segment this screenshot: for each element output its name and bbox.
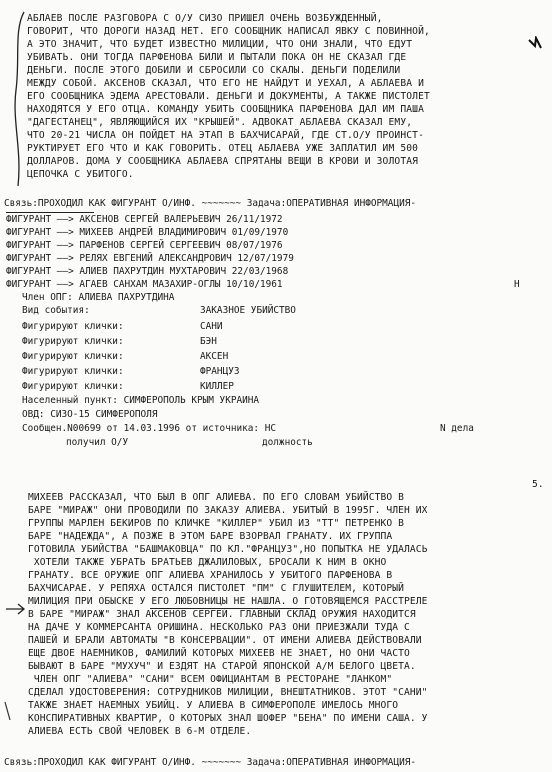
handwritten-bracket xyxy=(6,10,30,190)
figurant-row: ФИГУРАНТ ——> АЛИЕВ ПАХРУТДИН МУХТАРОВИЧ 22/03/1968 xyxy=(6,266,289,277)
locality: Населенный пункт: СИМФЕРОПОЛЬ КРЫМ УКРАИНА xyxy=(22,395,260,406)
text-line: ГОТОВИЛА УБИЙСТВА "БАШМАКОВЦА" ПО КЛ."ФРАНЦУЗ",НО ПОПЫТКА НЕ УДАЛАСЬ xyxy=(28,544,428,555)
nickname: ФРАНЦУЗ xyxy=(200,366,240,377)
message: Сообщен.N00699 от 14.03.1996 от источника: НС xyxy=(22,423,276,434)
handwritten-underline xyxy=(150,608,310,609)
text-line: ГРАНАТУ. ВСЕ ОРУЖИЕ ОПГ АЛИЕВА ХРАНИЛОСЬ У УБИТОГО ПАРФЕНОВА В xyxy=(28,570,393,581)
text-line: БЫВАЮТ В БАРЕ "МУХУЧ" И ЕЗДЯТ НА СТАРОЙ ЯПОНСКОЙ А/М БЕЛОГО ЦВЕТА. xyxy=(28,661,416,672)
text-line: ПАШЕЙ И БРАЛИ АВТОМАТЫ "В КОНСЕРВАЦИИ". ОТ ИМЕНИ АЛИЕВА ДЕЙСТВОВАЛИ xyxy=(28,635,422,646)
text-line: МИЛИЦИЯ ПРИ ОБЫСКЕ У ЕГО ЛЮБОВНИЦЫ НЕ НАШЛА. О ГОТОВЯЩЕМСЯ РАССТРЕЛЕ xyxy=(28,596,428,607)
received: получил О/У xyxy=(66,437,129,448)
case-number: N дела xyxy=(440,423,474,434)
figurant-row: ФИГУРАНТ ——> МИХЕЕВ АНДРЕЙ ВЛАДИМИРОВИЧ 01/09/1970 xyxy=(6,227,289,238)
handwritten-arrow xyxy=(4,600,28,618)
nickname: САНИ xyxy=(200,321,223,332)
figurant-row: ФИГУРАНТ ——> ПАРФЕНОВ СЕРГЕЙ СЕРГЕЕВИЧ 08/07/1976 xyxy=(6,240,283,251)
ovd: ОВД: СИЗО-15 СИМФЕРОПОЛЯ xyxy=(22,409,158,420)
nick-label: Фигурируют клички: xyxy=(22,381,124,392)
event-label: Вид события: xyxy=(22,305,90,316)
text-line: ЕГО СООБЩНИКА ЭДЕМА АРЕСТОВАЛИ. ДЕНЬГИ И ДОКУМЕНТЫ, А ТАКЖЕ ПИСТОЛЕТ xyxy=(27,91,430,102)
text-line: РУКТИРУЕТ ЕГО ЧТО И КАК ГОВОРИТЬ. ОТЕЦ АБЛАЕВА УЖЕ ЗАПЛАТИЛ ИМ 500 xyxy=(27,143,419,154)
text-line: "ДАГЕСТАНЕЦ", ЯВЛЯЮЩИЙСЯ ИХ "КРЫШЕЙ". АДВОКАТ АБЛАЕВА СКАЗАЛ ЕМУ, xyxy=(27,117,413,128)
text-line: ДЕНЬГИ. ПОСЛЕ ЭТОГО ДОБИЛИ И СБРОСИЛИ СО СКАЛЫ. ДЕНЬГИ ПОДЕЛИЛИ xyxy=(27,65,401,76)
opg-member: Член ОПГ: АЛИЕВА ПАХРУТДИНА xyxy=(22,292,175,303)
handwritten-mark xyxy=(527,36,543,50)
text-line: НА ДАЧЕ У КОММЕРСАНТА ОРИШИНА. НЕСКОЛЬКО РАЗ ОНИ ПРИЕЗЖАЛИ ТУДА С xyxy=(28,622,410,633)
text-line: ГОВОРИТ, ЧТО ДОРОГИ НАЗАД НЕТ. ЕГО СООБЩНИК НАПИСАЛ ЯВКУ С ПОВИННОЙ, xyxy=(27,26,430,37)
nickname: КИЛЛЕР xyxy=(200,381,234,392)
text-line: ЦЕПОЧКА С УБИТОГО. xyxy=(27,169,134,180)
text-line: ЧТО 20-21 ЧИСЛА ОН ПОЙДЕТ НА ЭТАП В БАХЧИСАРАЙ, ГДЕ СТ.О/У ПРОИНСТ- xyxy=(27,130,425,141)
event-value: ЗАКАЗНОЕ УБИЙСТВО xyxy=(200,305,296,316)
text-line: АЛИЕВА ЕСТЬ СВОЙ ЧЕЛОВЕК В 6-М ОТДЕЛЕ. xyxy=(28,726,252,737)
nickname: АКСЕН xyxy=(200,351,229,362)
text-line: НАХОДЯТСЯ У ЕГО ОТЦА. КОМАНДУ УБИТЬ СООБЩНИКА ПАРФЕНОВА ДАЛ ИМ ПАША xyxy=(27,104,425,115)
figurant-row: ФИГУРАНТ ——> РЕЛЯХ ЕВГЕНИЙ АЛЕКСАНДРОВИЧ 12/07/1979 xyxy=(6,253,294,264)
text-line: МИХЕЕВ РАССКАЗАЛ, ЧТО БЫЛ В ОПГ АЛИЕВА. ПО ЕГО СЛОВАМ УБИЙСТВО В xyxy=(28,492,405,503)
nick-label: Фигурируют клички: xyxy=(22,366,124,377)
position: должность xyxy=(262,437,313,448)
text-line: ДОЛЛАРОВ. ДОМА У СООБЩНИКА АБЛАЕВА СПРЯТАНЫ ВЕЩИ В КРОВИ И ЗОЛОТАЯ xyxy=(27,156,419,167)
page-number: 5. xyxy=(532,479,544,490)
record-header: Связь:ПРОХОДИЛ КАК ФИГУРАНТ О/ИНФ. ~~~~~~~ Задача:ОПЕРАТИВНАЯ ИНФОРМАЦИЯ- xyxy=(4,198,417,209)
text-line: УБИВАТЬ. ОНИ ТОГДА ПАРФЕНОВА БИЛИ И ПЫТАЛИ ПОКА ОН НЕ СКАЗАЛ ГДЕ xyxy=(27,52,407,63)
text-line: СДЕЛАЛ УДОСТОВЕРЕНИЯ: СОТРУДНИКОВ МИЛИЦИИ, ВНЕШТАТНИКОВ. ЭТОТ "САНИ" xyxy=(28,687,428,698)
text-line: ЧЛЕН ОПГ "АЛИЕВА" "САНИ" ВСЕМ ОФИЦИАНТАМ В РЕСТОРАНЕ "ЛАНКОМ" xyxy=(28,674,393,685)
text-line: КОНСПИРАТИВНЫХ КВАРТИР, О КОТОРЫХ ЗНАЛ ШОФЕР "БЕНА" ПО ИМЕНИ САША. У xyxy=(28,713,428,724)
text-line: БАРЕ "НАДЕЖДА", А ПОЗЖЕ В ЭТОМ БАРЕ ВЗОРВАЛ ГРАНАТУ. ИХ ГРУППА xyxy=(28,531,393,542)
nickname: БЭН xyxy=(200,336,217,347)
text-line: ГРУППЫ МАРЛЕН БЕКИРОВ ПО КЛИЧКЕ "КИЛЛЕР" УБИЛ ИЗ "ТТ" ПЕТРЕНКО В xyxy=(28,518,405,529)
figurant-row: ФИГУРАНТ ——> АГАЕВ САНХАМ МАЗАХИР-ОГЛЫ 10/10/1961 xyxy=(6,279,283,290)
text-line: МЕЖДУ СОБОЙ. АКСЕНОВ СКАЗАЛ, ЧТО ЕГО НЕ НАЙДУТ И УЕХАЛ, А АБЛАЕВА И xyxy=(27,78,425,89)
text-line: АБЛАЕВ ПОСЛЕ РАЗГОВОРА С О/У СИЗО ПРИШЕЛ ОЧЕНЬ ВОЗБУЖДЕННЫЙ, xyxy=(27,13,383,24)
text-line: А ЭТО ЗНАЧИТ, ЧТО БУДЕТ ИЗВЕСТНО МИЛИЦИИ, ЧТО ОНИ ЗНАЛИ, ЧТО ЕДУТ xyxy=(27,39,413,50)
nick-label: Фигурируют клички: xyxy=(22,336,124,347)
text-line: БАХЧИСАРАЕ. У РЕПЯХА ОСТАЛСЯ ПИСТОЛЕТ "ПМ" С ГЛУШИТЕЛЕМ, КОТОРЫЙ xyxy=(28,583,405,594)
mark-h: Н xyxy=(514,279,520,290)
handwritten-tick xyxy=(2,700,18,724)
footer-record-header: Связь:ПРОХОДИЛ КАК ФИГУРАНТ О/ИНФ. ~~~~~~~ Задача:ОПЕРАТИВНАЯ ИНФОРМАЦИЯ- xyxy=(4,757,417,768)
nick-label: Фигурируют клички: xyxy=(22,321,124,332)
text-line: ХОТЕЛИ ТАКЖЕ УБРАТЬ БРАТЬЕВ ДЖАЛИЛОВЫХ, БРОСАЛИ К НИМ В ОКНО xyxy=(28,557,387,568)
text-line: ЕЩЕ ДВОЕ НАЕМНИКОВ, ФАМИЛИЙ КОТОРЫХ МИХЕЕВ НЕ ЗНАЕТ, НО ОНИ ЧАСТО xyxy=(28,648,410,659)
text-line: БАРЕ "МИРАЖ" ОНИ ПРОВОДИЛИ ПО ЗАКАЗУ АЛИЕВА. УБИТЫЙ В 1995Г. ЧЛЕН ИХ xyxy=(28,505,428,516)
underline xyxy=(6,212,94,213)
text-line: ТАКЖЕ ЗНАЕТ НАЕМНЫХ УБИЙЦ. У АЛИЕВА В СИМФЕРОПОЛЕ ИМЕЛОСЬ МНОГО xyxy=(28,700,399,711)
nick-label: Фигурируют клички: xyxy=(22,351,124,362)
text-line: В БАРЕ "МИРАЖ" ЗНАЛ АКСЕНОВ СЕРГЕЙ. ГЛАВНЫЙ СКЛАД ОРУЖИЯ НАХОДИТСЯ xyxy=(28,609,416,620)
figurant-row: ФИГУРАНТ ——> АКСЕНОВ СЕРГЕЙ ВАЛЕРЬЕВИЧ 26/11/1972 xyxy=(6,214,283,225)
